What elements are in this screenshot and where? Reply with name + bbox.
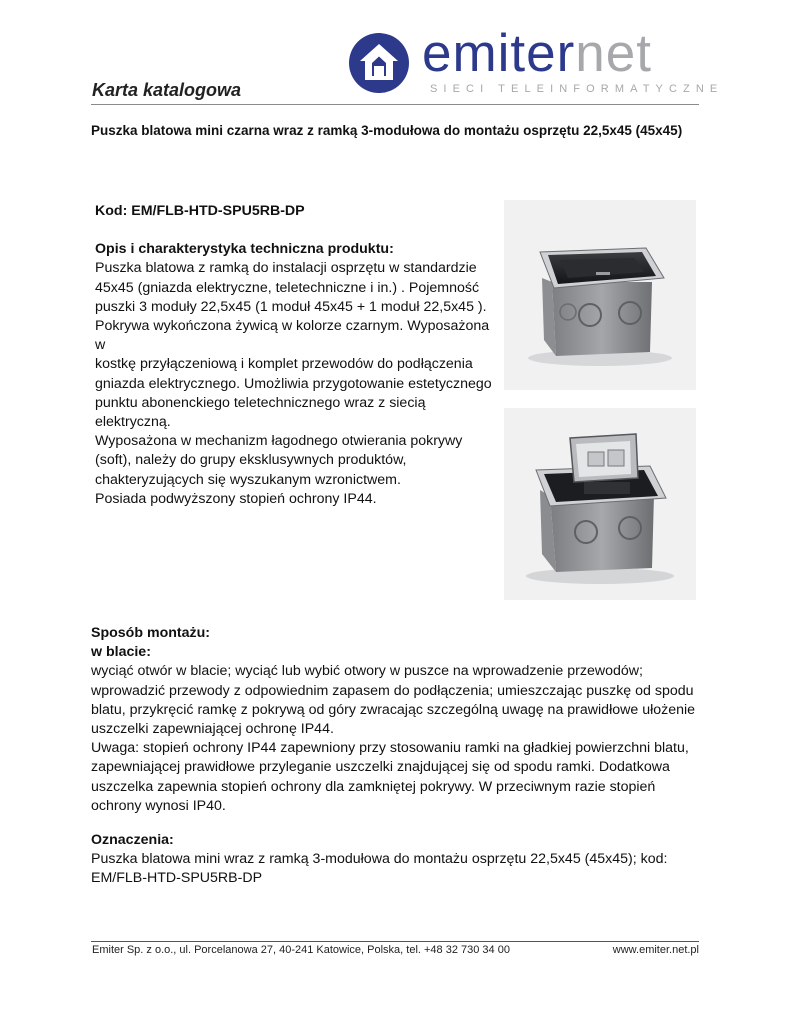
- description-line: Posiada podwyższony stopień ochrony IP44.: [95, 490, 377, 507]
- description-line: (soft), należy do grupy eksklusywnych produktów,: [95, 452, 407, 469]
- mounting-line: uszczelka zapewnia stopień ochrony dla zamkniętej pokrywy. W przeciwnym razie stopień: [91, 778, 656, 795]
- product-photo-open: [504, 408, 696, 600]
- mounting-section: [91, 624, 711, 816]
- description-line: Wyposażona w mechanizm łagodnego otwierania pokrywy: [95, 433, 463, 450]
- company-logo: [348, 24, 724, 104]
- mounting-line: wprowadzić przewody z odpowiednim zapasem do podłączenia; umieszczając puszkę od spodu: [91, 682, 694, 699]
- description-text: [95, 259, 500, 509]
- mounting-heading: Sposób montażu:: [91, 625, 211, 641]
- description-line: gniazda elektrycznego. Umożliwia przygotowanie estetycznego: [95, 375, 492, 392]
- mounting-line: zapewniającej prawidłowe przyleganie uszczelki znajdującej się od spodu ramki. Dodatkowa: [91, 759, 670, 776]
- product-photo-closed: [504, 200, 696, 390]
- mounting-line: wyciąć otwór w blacie; wyciąć lub wybić otwory w puszce na wprowadzenie przewodów;: [91, 663, 643, 680]
- footer-address: Emiter Sp. z o.o., ul. Porcelanowa 27, 40-241 Katowice, Polska, tel. +48 32 730 34 00: [92, 944, 510, 956]
- footer-divider: [91, 941, 699, 942]
- markings-heading: Oznaczenia:: [91, 832, 174, 848]
- markings-section: [91, 831, 711, 889]
- logo-word-accent: net: [575, 24, 652, 83]
- mounting-line: Uwaga: stopień ochrony IP44 zapewniony przy stosowaniu ramki na gładkiej powierzchni blatu,: [91, 740, 689, 757]
- description-line: punktu abonenckiego teletechnicznego wraz z siecią: [95, 394, 426, 411]
- description-line: kostkę przyłączeniową i komplet przewodów do podłączenia: [95, 356, 473, 373]
- mounting-line: blatu, przykręcić ramkę z pokrywą od góry zwracając szczególną uwagę na prawidłowe ułożenie: [91, 701, 696, 718]
- logo-word-main: emiter: [422, 24, 576, 83]
- product-code: Kod: EM/FLB-HTD-SPU5RB-DP: [95, 203, 305, 219]
- description-line: chakteryzujących się wyszukanym wzronictwem.: [95, 471, 401, 488]
- product-title: Puszka blatowa mini czarna wraz z ramką 3-modułowa do montażu osprzętu 22,5x45 (45x45): [91, 123, 683, 138]
- description-heading: Opis i charakterystyka techniczna produktu:: [95, 241, 394, 258]
- document-type-label: Karta katalogowa: [92, 80, 242, 100]
- header-divider: [91, 104, 699, 105]
- description-line: Puszka blatowa z ramką do instalacji osprzętu w standardzie: [95, 260, 477, 277]
- house-logo-icon: [348, 32, 410, 94]
- mounting-text: [91, 662, 711, 816]
- description-line: 45x45 (gniazda elektryczne, teletechniczne i in.) . Pojemność: [95, 279, 480, 296]
- floor-box-closed-image: [504, 200, 696, 390]
- product-description-section: [95, 202, 500, 509]
- description-line: puszki 3 moduły 22,5x45 (1 moduł 45x45 + 1 moduł 22,5x45 ).: [95, 298, 487, 315]
- logo-wordmark: [422, 22, 652, 86]
- floor-box-open-image: [504, 408, 696, 600]
- mounting-line: uszczelki zapewniającej ochronę IP44.: [91, 721, 334, 738]
- markings-line: Puszka blatowa mini wraz z ramką 3-modułowa do montażu osprzętu 22,5x45 (45x45); kod:: [91, 851, 668, 868]
- description-line: Pokrywa wykończona żywicą w kolorze czarnym. Wyposażona w: [95, 318, 490, 354]
- description-line: elektryczną.: [95, 414, 171, 431]
- mounting-subheading: w blacie:: [91, 644, 151, 661]
- footer-website-link[interactable]: www.emiter.net.pl: [612, 944, 699, 956]
- mounting-line: ochrony wynosi IP40.: [91, 797, 226, 814]
- logo-tagline: SIECI TELEINFORMATYCZNE: [430, 83, 724, 95]
- markings-line: EM/FLB-HTD-SPU5RB-DP: [91, 870, 263, 887]
